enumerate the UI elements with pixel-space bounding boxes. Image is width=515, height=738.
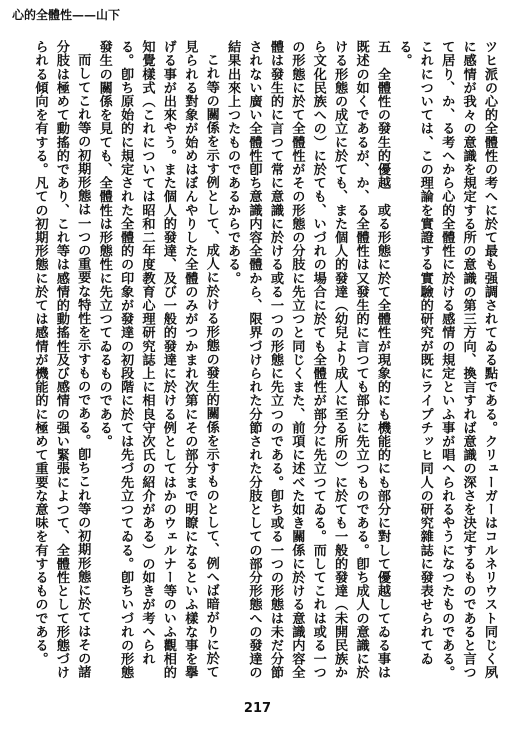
paragraph-1: ツヒ派の心的全體性の考へに於て最も强調されてゐる點である。クリューガーはコルネリウスト同じく夙に感情が我々の意識を規定する所の意識の第三方向、換言すれば意識の深さを決定するものであると言つて居り、か、る考へから心的全體性に於ける感情の規定といふ事が唱へられるやうになつたものである。これについては、この理論を實證する實驗的研究が既にライプチッヒ同人の研究雜誌に發表せられてゐる。 [396,40,497,680]
section-heading: 五 全體性の發生的優越 [374,40,390,190]
page-number: 217 [243,701,272,716]
paragraph-2-text: 或る形態に於て全體性が現象的にも機能的にも部分に對して優越してゐる事は既述の如くであるが、か、る全體性は又發生的に言つても部分に先立つものである。卽ち成人の意識に於ける形態の成立に於ても、また個人的發達（幼兒より成人に至る所の）に於ても一般的發達（未開民族から文化民族への）に於ても、いづれの場合に於ても全體性が部分に先立つてゐる。而してこれは或る一つの形態に於て全體性がその形態の分肢に先立つと同じくまた、前項に述べた如き關係に於ける意識内容全體は發生的に言つて常に意識に於ける或る一つの形態に先立つのである。卽ち或る一つの形態は未だ分節されない廣い全體性卽ち意識内容全體から、限界づけられた分節された分肢としての部分形態への發達の結果出來上つたものであるからである。 [225,40,390,680]
paragraph-3: これ等の關係を示す例として、成人に於ける形態の發生的關係を示すものとして、例へば暗がりに於て見られる對象が始めはぼんやりした全體のみがつかまれ次第にその部分まで明瞭になるといふ樣な事を擧げる事が出來やう。また個人的發達、及び一般的發達に於ける例としてはかのウェルナー等のいふ觀相的知覺樣式（これについては昭和二年度教育心理研究誌上に相良守次氏の紹介がある）の如きが考へられる。卽ち原始的に規定された全體的の印象が發達の初段階に於ては先づ先立つてゐる。卽ちいづれの形態發生の關係を見ても、全體性は形態性に先立つてゐるものである。 [96,40,219,680]
paragraph-4: 而してこれ等の初期形態は一つの重要な特性を示すものである。卽ちこれ等の初期形態に於てはその諸分肢は極めて動搖的であり、これ等は感情的動搖性及び感情の强い緊張によつて、全體性として形態づけられる傾向を有する。凡ての初期形態に於ては感情が機能的に極めて重要な意味を有するものである。 [32,40,91,680]
paragraph-2 [222,40,393,680]
running-header: 心的全體性——山下 [12,8,121,22]
body-text [28,40,500,680]
vertical-text-column [29,40,500,680]
